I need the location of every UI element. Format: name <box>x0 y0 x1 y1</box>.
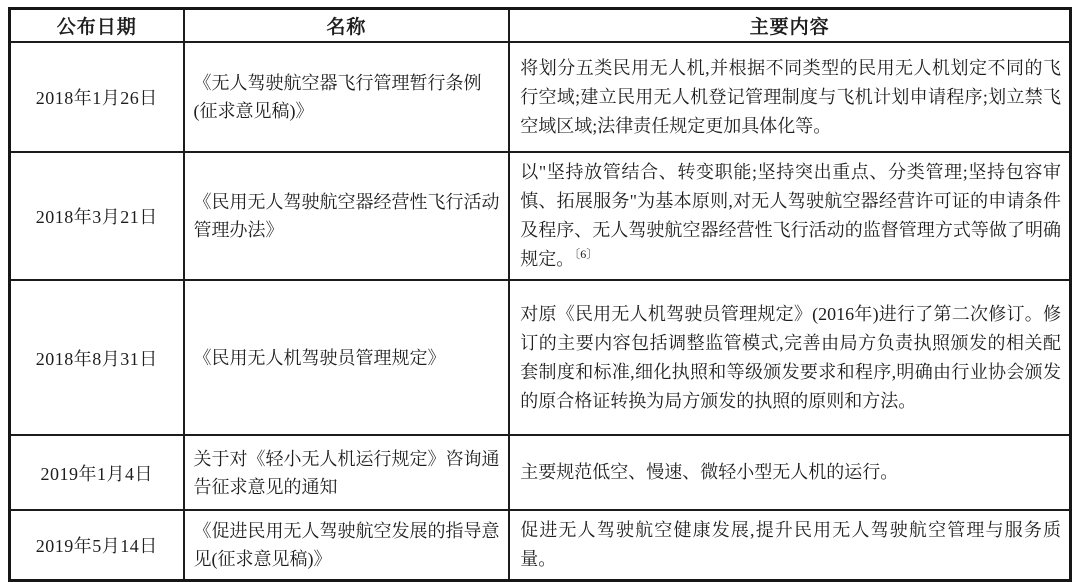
regulation-name: 《民用无人驾驶航空器经营性飞行活动管理办法》 <box>184 152 510 280</box>
col-header-main-content: 主要内容 <box>509 9 1070 43</box>
main-content <box>509 152 1070 280</box>
content-text: 将划分五类民用无人机,并根据不同类型的民用无人机划定不同的飞行空域;建立民用无人机登记管理制度与飞机计划申请程序;划立禁飞空域区域;法律责任规定更加具体化等。 <box>520 57 1061 136</box>
main-content <box>509 42 1070 152</box>
regulation-name: 《民用无人机驾驶员管理规定》 <box>184 280 510 435</box>
header-row <box>10 9 1071 43</box>
content-text: 以"坚持放管结合、转变职能;坚持突出重点、分类管理;坚持包容审慎、拓展服务"为基本原则,对无人驾驶航空器经营许可证的申请条件及程序、无人驾驶航空器经营性飞行活动的监督管理方式等做了明确规定。 <box>520 162 1061 269</box>
publish-date: 2018年8月31日 <box>10 280 184 435</box>
publish-date: 2019年5月14日 <box>10 510 184 581</box>
table-row <box>10 152 1071 280</box>
regulation-name: 《无人驾驶航空器飞行管理暂行条例(征求意见稿)》 <box>184 42 510 152</box>
col-header-publish-date: 公布日期 <box>10 9 184 43</box>
col-header-name: 名称 <box>184 9 510 43</box>
table-row <box>10 42 1071 152</box>
content-text: 对原《民用无人机驾驶员管理规定》(2016年)进行了第二次修订。修订的主要内容包括调整监管模式,完善由局方负责执照颁发的相关配套制度和标准,细化执照和等级颁发要求和程序,明确由行业协会颁发的原合格证转换为局方颁发的执照的原则和方法。 <box>520 303 1061 411</box>
table-row <box>10 280 1071 435</box>
table-row <box>10 510 1071 581</box>
citation-ref: 〔6〕 <box>574 247 599 261</box>
content-text: 促进无人驾驶航空健康发展,提升民用无人驾驶航空管理与服务质量。 <box>520 520 1061 569</box>
regulation-name: 关于对《轻小无人机运行规定》咨询通告征求意见的通知 <box>184 435 510 510</box>
publish-date: 2018年1月26日 <box>10 42 184 152</box>
table-row <box>10 435 1071 510</box>
regulation-name: 《促进民用无人驾驶航空发展的指导意见(征求意见稿)》 <box>184 510 510 581</box>
main-content <box>509 435 1070 510</box>
publish-date: 2019年1月4日 <box>10 435 184 510</box>
drone-regulations-table <box>8 7 1072 582</box>
content-text: 主要规范低空、慢速、微轻小型无人机的运行。 <box>520 462 899 482</box>
main-content <box>509 280 1070 435</box>
publish-date: 2018年3月21日 <box>10 152 184 280</box>
main-content <box>509 510 1070 581</box>
